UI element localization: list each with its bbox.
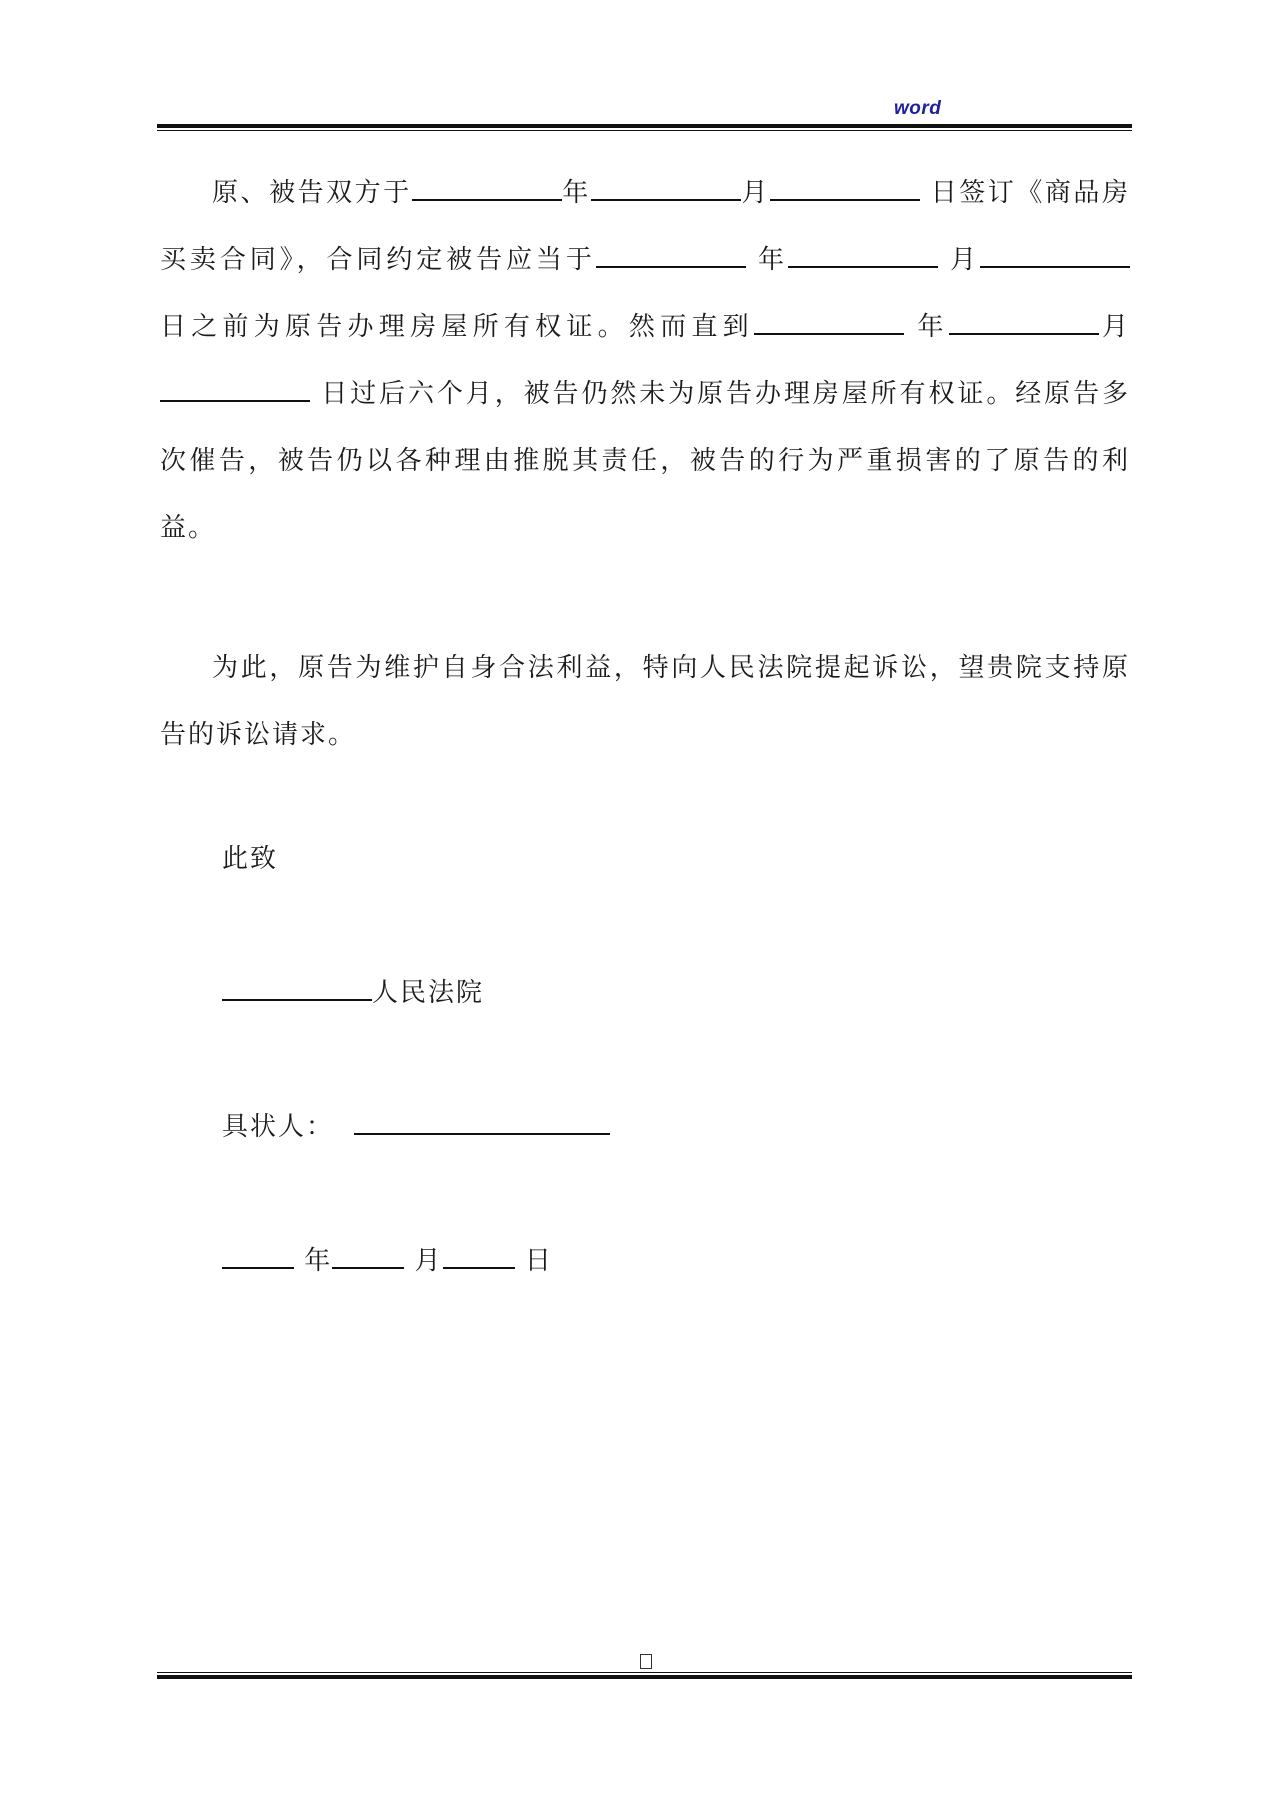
court-suffix: 人民法院: [372, 978, 485, 1008]
blank-line: [770, 177, 920, 201]
signer-line: [222, 1106, 610, 1143]
blank-line: [596, 244, 746, 268]
date-line: [222, 1240, 553, 1277]
header-label: word: [894, 98, 942, 119]
month-blank: [332, 1245, 404, 1269]
signer-blank: [354, 1111, 610, 1135]
salutation: 此致: [222, 844, 279, 874]
text-segment: 日之前为原告办理房屋所有权证。然而直到: [160, 312, 754, 342]
date-day-label: 日: [524, 1246, 553, 1276]
text-segment: 年: [917, 312, 949, 342]
text-segment: 年: [757, 245, 788, 275]
day-blank: [443, 1245, 515, 1269]
text-segment: 月: [950, 245, 980, 275]
year-blank: [222, 1245, 294, 1269]
blank-line: [980, 244, 1130, 268]
text-segment: 原、被告双方于: [212, 178, 412, 208]
blank-line: [412, 177, 562, 201]
text-segment: 年: [561, 178, 591, 208]
blank-line: [949, 311, 1099, 335]
paragraph-request: 为此，原告为维护自身合法利益，特向人民法院提起诉讼，望贵院支持原告的诉讼请求。: [160, 653, 1130, 750]
paragraph-request-wrap: [160, 635, 1130, 769]
blank-line: [160, 378, 310, 402]
signer-label: 具状人：: [222, 1112, 335, 1142]
blank-line: [788, 244, 938, 268]
header-rule: [157, 124, 1132, 131]
page-number-glyph: [640, 1654, 652, 1669]
blank-line: [754, 311, 904, 335]
text-segment: 月: [1098, 312, 1130, 342]
text-segment: 月: [740, 178, 770, 208]
date-month-label: 月: [414, 1246, 443, 1276]
text-segment: 日签订《商品房买卖合同》，合同约定被告应当于: [160, 178, 1130, 275]
footer-rule: [157, 1672, 1132, 1679]
court-line: [222, 972, 484, 1009]
paragraph-facts: [160, 160, 1130, 562]
text-segment: 日过后六个月，被告仍然未为原告办理房屋所有权证。经原告多次催告，被告仍以各种理由推脱其责任，被告的行为严重损害的了原告的利益。: [160, 379, 1130, 543]
blank-line: [591, 177, 741, 201]
date-year-label: 年: [304, 1246, 333, 1276]
document-body: [160, 160, 1130, 562]
court-name-blank: [222, 977, 372, 1001]
